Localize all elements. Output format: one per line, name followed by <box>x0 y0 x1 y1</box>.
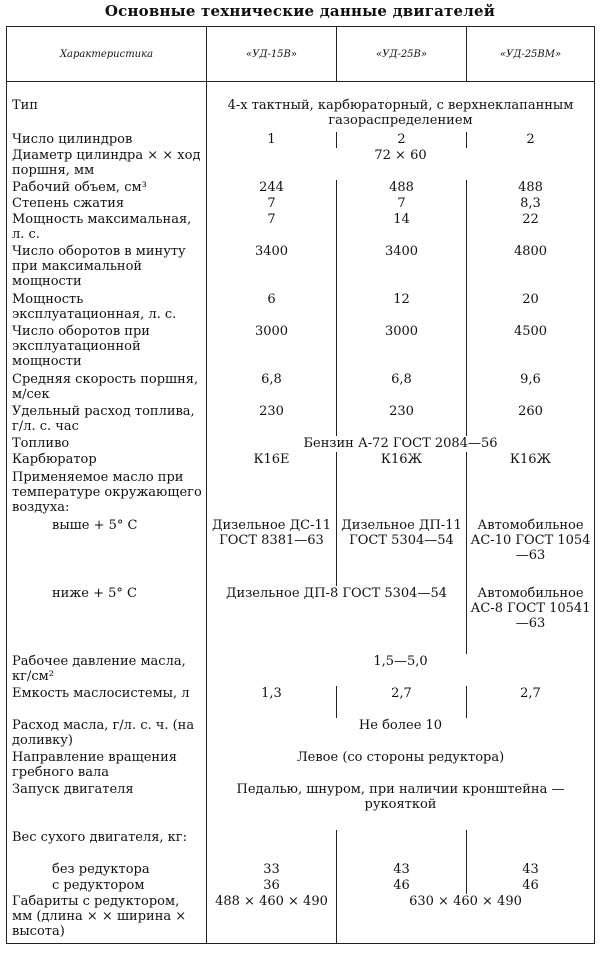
row-value: 4500 <box>467 324 595 372</box>
row-value: 1,3 <box>207 686 337 718</box>
row-label: ниже + 5° С <box>7 586 207 654</box>
row-label: Удельный расход топлива, г/л. с. час <box>7 404 207 436</box>
row-label: Число оборотов в минуту при максимальной мощности <box>7 244 207 292</box>
row-value: 1 <box>207 132 337 148</box>
table-row <box>7 686 595 718</box>
row-value: 6,8 <box>337 372 467 404</box>
table-row <box>7 82 595 132</box>
table-row <box>7 878 595 894</box>
row-label: выше + 5° С <box>7 518 207 586</box>
row-label: Вес сухого двигателя, кг: <box>7 830 207 862</box>
row-value: 20 <box>467 292 595 324</box>
header-ud25vm: «УД-25ВМ» <box>467 27 595 82</box>
table-row <box>7 180 595 196</box>
table-row <box>7 436 595 452</box>
row-value: К16Е <box>207 452 337 470</box>
row-label: Рабочее давление масла, кг/см² <box>7 654 207 686</box>
row-value: 630 × 460 × 490 <box>337 894 595 944</box>
row-value <box>467 830 595 862</box>
row-value: Дизельное ДП-11 ГОСТ 5304—54 <box>337 518 467 586</box>
header-ud15v: «УД-15В» <box>207 27 337 82</box>
row-value: 7 <box>207 196 337 212</box>
page-title: Основные технические данные двигателей <box>104 2 496 20</box>
row-value: 43 <box>337 862 467 878</box>
row-value: 72 × 60 <box>207 148 595 180</box>
row-value: 3000 <box>207 324 337 372</box>
row-value <box>337 830 467 862</box>
row-value <box>337 470 467 518</box>
row-label: Диаметр цилиндра × × ход поршня, мм <box>7 148 207 180</box>
row-value: К16Ж <box>337 452 467 470</box>
row-value: 9,6 <box>467 372 595 404</box>
row-value: 14 <box>337 212 467 244</box>
row-value: 230 <box>207 404 337 436</box>
header-ud25v: «УД-25В» <box>337 27 467 82</box>
row-label: без редуктора <box>7 862 207 878</box>
table-row <box>7 244 595 292</box>
row-label: Число оборотов при эксплуатационной мощности <box>7 324 207 372</box>
row-value <box>207 830 337 862</box>
row-value: 3400 <box>337 244 467 292</box>
row-value: 260 <box>467 404 595 436</box>
row-value: 46 <box>467 878 595 894</box>
row-value: 2 <box>337 132 467 148</box>
row-label: Топливо <box>7 436 207 452</box>
row-label: Мощность максимальная, л. с. <box>7 212 207 244</box>
row-value: 2,7 <box>467 686 595 718</box>
row-value: 1,5—5,0 <box>207 654 595 686</box>
row-label: с редуктором <box>7 878 207 894</box>
row-value: 230 <box>337 404 467 436</box>
table-row <box>7 324 595 372</box>
table-row <box>7 404 595 436</box>
row-value: 33 <box>207 862 337 878</box>
table-row <box>7 862 595 878</box>
row-value: 6,8 <box>207 372 337 404</box>
row-value: 244 <box>207 180 337 196</box>
row-value: 4-х тактный, карбюраторный, с верхнеклапанным газораспределением <box>207 82 595 132</box>
row-value: Не более 10 <box>207 718 595 750</box>
table-row <box>7 750 595 782</box>
table-row <box>7 470 595 518</box>
table-row <box>7 452 595 470</box>
row-value: 12 <box>337 292 467 324</box>
header-row <box>7 27 595 82</box>
row-label: Емкость маслосистемы, л <box>7 686 207 718</box>
table-row <box>7 718 595 750</box>
row-value: 46 <box>337 878 467 894</box>
row-label: Применяемое масло при температуре окружающего воздуха: <box>7 470 207 518</box>
row-label: Тип <box>7 82 207 132</box>
table-row <box>7 586 595 654</box>
specs-table <box>6 26 595 944</box>
table-row <box>7 894 595 944</box>
row-label: Карбюратор <box>7 452 207 470</box>
row-value: 488 <box>337 180 467 196</box>
row-label: Мощность эксплуатационная, л. с. <box>7 292 207 324</box>
row-value: 7 <box>207 212 337 244</box>
row-value: 8,3 <box>467 196 595 212</box>
row-label: Средняя скорость поршня, м/сек <box>7 372 207 404</box>
header-characteristic: Характеристика <box>7 27 207 82</box>
row-label: Габариты с редуктором, мм (длина × × ширина × высота) <box>7 894 207 944</box>
table-row <box>7 830 595 862</box>
row-value: 36 <box>207 878 337 894</box>
row-value: Бензин А-72 ГОСТ 2084—56 <box>207 436 595 452</box>
row-value: 6 <box>207 292 337 324</box>
table-row <box>7 654 595 686</box>
row-value: 2 <box>467 132 595 148</box>
row-label: Запуск двигателя <box>7 782 207 830</box>
table-row <box>7 372 595 404</box>
table-row <box>7 782 595 830</box>
row-value: Левое (со стороны редуктора) <box>207 750 595 782</box>
row-value: 4800 <box>467 244 595 292</box>
row-value: 3000 <box>337 324 467 372</box>
row-value: 7 <box>337 196 467 212</box>
row-value <box>467 470 595 518</box>
row-value: К16Ж <box>467 452 595 470</box>
row-value: 3400 <box>207 244 337 292</box>
row-label: Рабочий объем, см³ <box>7 180 207 196</box>
row-label: Число цилиндров <box>7 132 207 148</box>
table-row <box>7 292 595 324</box>
row-value: 488 <box>467 180 595 196</box>
row-value: 43 <box>467 862 595 878</box>
row-value <box>207 470 337 518</box>
row-value: Дизельное ДП-8 ГОСТ 5304—54 <box>207 586 467 654</box>
row-label: Степень сжатия <box>7 196 207 212</box>
table-row <box>7 132 595 148</box>
row-value: Автомобильное АС-10 ГОСТ 1054—63 <box>467 518 595 586</box>
row-label: Направление вращения гребного вала <box>7 750 207 782</box>
table-row <box>7 148 595 180</box>
row-value: 488 × 460 × 490 <box>207 894 337 944</box>
table-row <box>7 196 595 212</box>
row-value: 22 <box>467 212 595 244</box>
row-value: 2,7 <box>337 686 467 718</box>
row-value: Дизельное ДС-11 ГОСТ 8381—63 <box>207 518 337 586</box>
row-value: Автомобильное АС-8 ГОСТ 10541—63 <box>467 586 595 654</box>
row-value: Педалью, шнуром, при наличии кронштейна — рукояткой <box>207 782 595 830</box>
table-row <box>7 518 595 586</box>
table-row <box>7 212 595 244</box>
row-label: Расход масла, г/л. с. ч. (на доливку) <box>7 718 207 750</box>
